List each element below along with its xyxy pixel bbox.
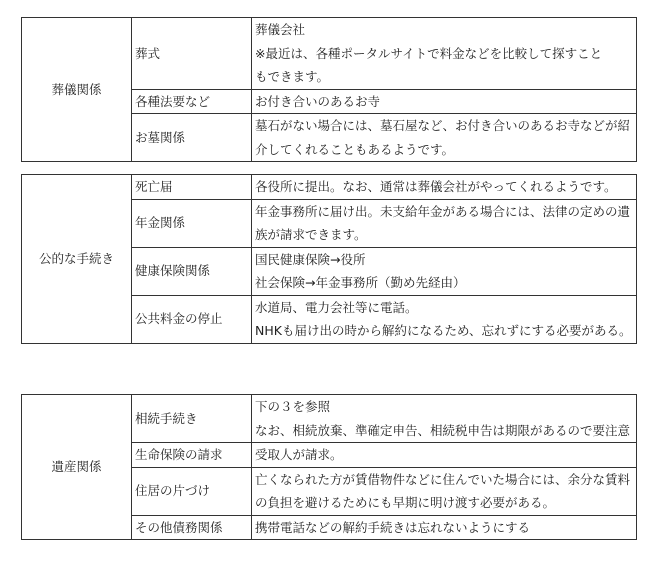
description-cell: 年金事務所に届け出。未支給年金がある場合には、法律の定めの遺族が請求できます。: [252, 199, 637, 247]
category-cell: 遺産関係: [22, 395, 132, 540]
description-cell: 受取人が請求。: [252, 443, 637, 468]
item-cell: 健康保険関係: [132, 247, 252, 295]
item-cell: 公共料金の停止: [132, 295, 252, 343]
description-cell: 各役所に提出。なお、通常は葬儀会社がやってくれるようです。: [252, 175, 637, 200]
item-cell: 年金関係: [132, 199, 252, 247]
item-cell: 住居の片づけ: [132, 467, 252, 515]
table-row: [22, 18, 637, 90]
description-line: ※最近は、各種ポータルサイトで料金などを比較して探すこと: [255, 45, 603, 61]
item-cell: その他債務関係: [132, 515, 252, 540]
description-cell: お付き合いのあるお寺: [252, 89, 637, 114]
description-line: 社会保険→年金事務所（勤め先経由）: [255, 275, 466, 290]
public-procedures-table: [21, 174, 637, 344]
description-cell: [252, 18, 637, 90]
item-cell: 各種法要など: [132, 89, 252, 114]
item-cell: 生命保険の請求: [132, 443, 252, 468]
category-cell: 葬儀関係: [22, 18, 132, 162]
description-line: 国民健康保険→役所: [255, 251, 366, 267]
description-cell: 携帯電話などの解約手続きは忘れないようにする: [252, 515, 637, 540]
description-cell: [252, 295, 637, 343]
table-row: [22, 395, 637, 443]
description-line: もできます。: [255, 69, 330, 84]
description-cell: 墓石がない場合には、墓石屋など、お付き合いのあるお寺などが紹介してくれることもあるようです。: [252, 114, 637, 162]
item-cell: 葬式: [132, 18, 252, 90]
description-line: 水道局、電力会社等に電話。: [255, 299, 418, 315]
category-cell: 公的な手続き: [22, 175, 132, 344]
item-cell: 相続手続き: [132, 395, 252, 443]
description-cell: [252, 247, 637, 295]
description-cell: [252, 395, 637, 443]
funeral-table: [21, 17, 637, 162]
table-row: [22, 175, 637, 200]
description-line: 下の３を参照: [255, 399, 331, 414]
description-line: 葬儀会社: [255, 22, 306, 37]
item-cell: お墓関係: [132, 114, 252, 162]
description-line: なお、相続放棄、準確定申告、相続税申告は期限があるので要注意: [255, 422, 631, 438]
description-line: NHKも届け出の時から解約になるため、忘れずにする必要がある。: [255, 323, 632, 338]
description-cell: 亡くなられた方が賃借物件などに住んでいた場合には、余分な賃料の負担を避けるためにも早期に明け渡す必要がある。: [252, 467, 637, 515]
estate-table: [21, 394, 637, 540]
item-cell: 死亡届: [132, 175, 252, 200]
